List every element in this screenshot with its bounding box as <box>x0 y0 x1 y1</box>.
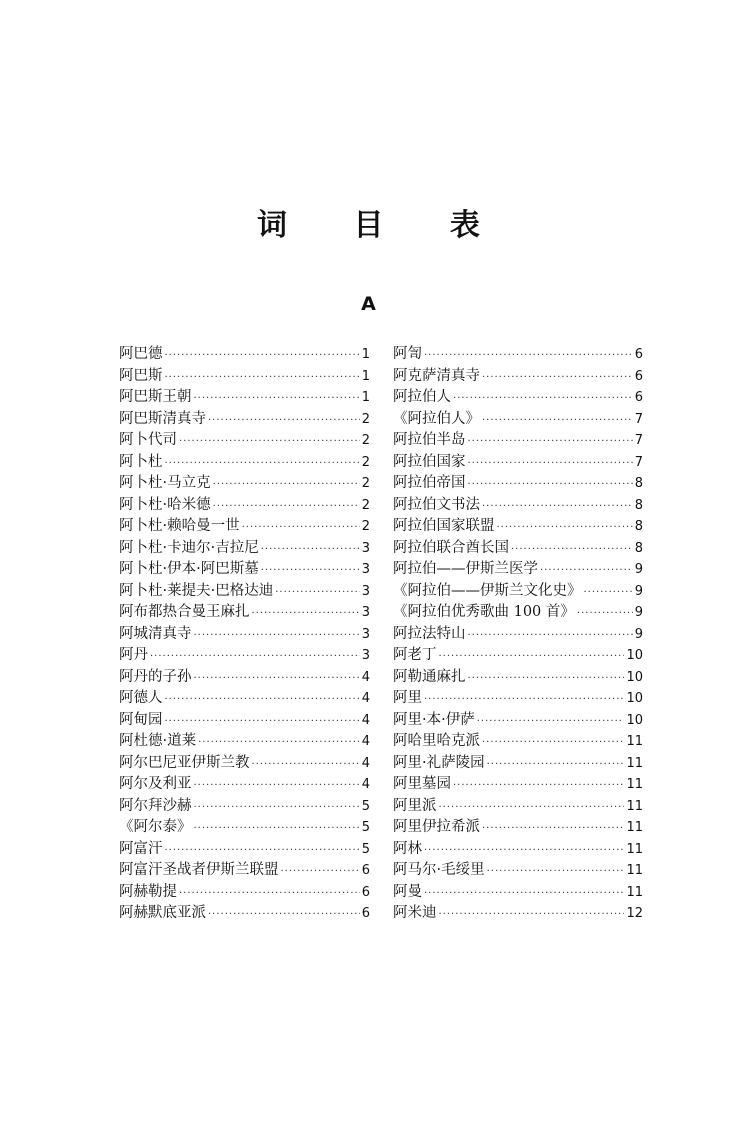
index-entry <box>393 366 643 388</box>
dot-leader <box>179 883 360 905</box>
index-entry <box>393 903 643 925</box>
dot-leader <box>179 431 360 453</box>
dot-leader <box>194 797 360 819</box>
dot-leader <box>468 625 633 647</box>
entry-page-number: 4 <box>361 669 370 685</box>
dot-leader <box>194 668 360 690</box>
entry-term: 阿拉法特山 <box>393 625 466 642</box>
entry-page-number: 3 <box>361 583 370 599</box>
entry-term: 阿里 <box>393 690 422 706</box>
entry-term: 阿卜杜·卡迪尔·吉拉尼 <box>119 539 259 556</box>
index-entry <box>119 667 370 689</box>
entry-page-number: 2 <box>361 433 370 448</box>
dot-leader <box>468 474 633 496</box>
entry-page-number: 11 <box>626 734 643 749</box>
dot-leader <box>424 840 624 862</box>
entry-page-number: 3 <box>361 562 370 577</box>
dot-leader <box>468 668 625 690</box>
dot-leader <box>477 711 625 733</box>
entry-page-number: 11 <box>626 820 643 835</box>
dot-leader <box>584 582 633 604</box>
dot-leader <box>281 861 360 883</box>
dot-leader <box>487 754 625 776</box>
dot-leader <box>194 388 360 410</box>
dot-leader <box>165 840 360 862</box>
entry-page-number: 2 <box>361 411 370 427</box>
entry-term: 阿訇 <box>393 346 422 362</box>
entry-term: 阿里·礼萨陵园 <box>393 754 485 771</box>
index-entry <box>119 344 370 366</box>
entry-term: 阿拉伯国家 <box>393 453 466 470</box>
entry-term: 阿丹的子孙 <box>119 668 192 685</box>
entry-page-number: 11 <box>626 777 643 792</box>
dot-leader <box>165 345 360 367</box>
entry-page-number: 12 <box>626 906 643 921</box>
index-entry <box>393 344 643 366</box>
dot-leader <box>194 818 360 840</box>
entry-term: 阿丹 <box>119 647 148 663</box>
entry-page-number: 5 <box>361 841 370 857</box>
index-entry <box>119 516 370 538</box>
page-title: 词 目 表 <box>257 208 508 243</box>
entry-page-number: 10 <box>626 648 643 663</box>
entry-term: 阿克萨清真寺 <box>393 367 480 384</box>
entry-term: 阿巴斯 <box>119 367 163 384</box>
index-entry <box>119 731 370 753</box>
entry-term: 阿卜代司 <box>119 432 177 448</box>
entry-term: 阿赫勒提 <box>119 883 177 900</box>
entry-page-number: 7 <box>634 454 643 470</box>
entry-page-number: 4 <box>361 712 370 728</box>
dot-leader <box>194 775 360 797</box>
dot-leader <box>439 904 625 926</box>
dot-leader <box>482 732 624 754</box>
entry-page-number: 9 <box>634 605 643 620</box>
dot-leader <box>482 818 624 840</box>
dot-leader <box>511 539 633 561</box>
entry-term: 《阿尔泰》 <box>119 819 192 835</box>
entry-term: 《阿拉伯人》 <box>393 410 480 427</box>
entry-term: 阿里派 <box>393 797 437 814</box>
dot-leader <box>424 689 624 711</box>
entry-page-number: 9 <box>634 626 643 642</box>
index-entry <box>119 839 370 861</box>
index-entry <box>393 817 643 839</box>
index-entry <box>119 688 370 710</box>
entry-page-number: 11 <box>626 798 643 814</box>
entry-page-number: 2 <box>361 497 370 513</box>
entry-page-number: 4 <box>361 691 370 706</box>
entry-page-number: 8 <box>634 519 643 534</box>
entry-page-number: 11 <box>626 884 643 900</box>
entry-term: 阿拉伯帝国 <box>393 475 466 491</box>
entry-page-number: 11 <box>626 841 643 857</box>
index-entry <box>393 452 643 474</box>
entry-page-number: 6 <box>361 884 370 900</box>
entry-term: 阿拉伯联合酋长国 <box>393 539 509 556</box>
dot-leader <box>497 517 633 539</box>
index-entry <box>393 387 643 409</box>
entry-term: 阿老丁 <box>393 647 437 663</box>
index-entry <box>393 645 643 667</box>
dot-leader <box>577 603 633 625</box>
index-entry <box>119 774 370 796</box>
entry-page-number: 6 <box>361 906 370 921</box>
entry-page-number: 3 <box>361 540 370 556</box>
entry-term: 阿米迪 <box>393 905 437 921</box>
dot-leader <box>261 539 360 561</box>
entry-term: 阿勒通麻扎 <box>393 668 466 685</box>
dot-leader <box>453 388 633 410</box>
index-entry <box>393 774 643 796</box>
index-entry <box>393 473 643 495</box>
entry-term: 阿尔巴尼亚伊斯兰教 <box>119 754 250 771</box>
index-entry <box>119 387 370 409</box>
dot-leader <box>439 797 625 819</box>
index-entry <box>119 581 370 603</box>
entry-page-number: 1 <box>361 390 370 405</box>
index-entry <box>119 903 370 925</box>
index-entry <box>393 559 643 581</box>
index-entry <box>119 366 370 388</box>
entry-page-number: 5 <box>361 820 370 835</box>
entry-term: 阿赫默底亚派 <box>119 905 206 921</box>
entry-term: 阿尔拜沙赫 <box>119 797 192 814</box>
dot-leader <box>482 367 633 389</box>
dot-leader <box>213 496 360 518</box>
index-entry <box>393 538 643 560</box>
dot-leader <box>482 496 633 518</box>
entry-term: 阿卜杜·哈米德 <box>119 496 211 513</box>
entry-term: 阿富汗圣战者伊斯兰联盟 <box>119 862 279 878</box>
entry-page-number: 3 <box>361 626 370 642</box>
entry-term: 阿甸园 <box>119 711 163 728</box>
entry-term: 阿里墓园 <box>393 776 451 792</box>
entry-page-number: 1 <box>361 347 370 362</box>
entry-page-number: 11 <box>626 755 643 771</box>
index-entry <box>119 710 370 732</box>
entry-page-number: 8 <box>634 476 643 491</box>
entry-term: 阿拉伯——伊斯兰医学 <box>393 561 538 577</box>
entry-term: 阿卜杜·伊本·阿巴斯墓 <box>119 561 259 577</box>
index-entry <box>393 667 643 689</box>
entry-page-number: 9 <box>634 562 643 577</box>
index-entry <box>393 602 643 624</box>
entry-term: 阿卜杜 <box>119 453 163 470</box>
index-column-right <box>393 344 643 925</box>
entry-page-number: 10 <box>626 691 643 706</box>
index-entry <box>393 516 643 538</box>
entry-term: 阿杜德·道莱 <box>119 733 197 749</box>
dot-leader <box>150 646 360 668</box>
entry-term: 《阿拉伯——伊斯兰文化史》 <box>393 582 582 599</box>
index-entry <box>119 882 370 904</box>
entry-page-number: 6 <box>361 863 370 878</box>
entry-page-number: 4 <box>361 734 370 749</box>
dot-leader <box>213 474 360 496</box>
dot-leader <box>165 367 360 389</box>
entry-page-number: 3 <box>361 648 370 663</box>
dot-leader <box>540 560 633 582</box>
index-entry <box>393 710 643 732</box>
index-entry <box>119 495 370 517</box>
entry-term: 阿哈里哈克派 <box>393 733 480 749</box>
index-entry <box>393 495 643 517</box>
entry-term: 阿城清真寺 <box>119 625 192 642</box>
entry-term: 阿里伊拉希派 <box>393 819 480 835</box>
entry-page-number: 7 <box>634 411 643 427</box>
dot-leader <box>198 732 360 754</box>
index-entry <box>393 753 643 775</box>
dot-leader <box>424 345 633 367</box>
index-entry <box>119 796 370 818</box>
entry-page-number: 6 <box>634 368 643 384</box>
entry-term: 阿拉伯国家联盟 <box>393 518 495 534</box>
entry-page-number: 1 <box>361 368 370 384</box>
dot-leader <box>252 603 360 625</box>
dot-leader <box>208 410 360 432</box>
entry-term: 阿马尔·毛绥里 <box>393 862 485 878</box>
entry-page-number: 11 <box>626 863 643 878</box>
dot-leader <box>468 431 633 453</box>
index-entry <box>119 645 370 667</box>
entry-term: 阿曼 <box>393 883 422 900</box>
entry-page-number: 4 <box>361 755 370 771</box>
entry-page-number: 3 <box>361 605 370 620</box>
index-entry <box>393 860 643 882</box>
index-entry <box>119 473 370 495</box>
entry-term: 阿巴斯王朝 <box>119 389 192 405</box>
index-entry <box>119 624 370 646</box>
entry-page-number: 6 <box>634 347 643 362</box>
entry-page-number: 5 <box>361 798 370 814</box>
index-entry <box>393 882 643 904</box>
dot-leader <box>208 904 360 926</box>
dot-leader <box>487 861 625 883</box>
entry-term: 阿拉伯半岛 <box>393 432 466 448</box>
index-entry <box>119 409 370 431</box>
index-entry <box>393 839 643 861</box>
dot-leader <box>453 775 624 797</box>
index-entry <box>393 731 643 753</box>
entry-term: 阿德人 <box>119 690 163 706</box>
entry-page-number: 2 <box>361 476 370 491</box>
index-entry <box>119 538 370 560</box>
entry-term: 阿卜杜·赖哈曼一世 <box>119 518 240 534</box>
index-entry <box>119 559 370 581</box>
entry-term: 阿林 <box>393 840 422 857</box>
dot-leader <box>165 689 360 711</box>
index-entry <box>393 409 643 431</box>
dot-leader <box>482 410 633 432</box>
entry-term: 阿尔及利亚 <box>119 776 192 792</box>
entry-term: 阿卜杜·莱提夫·巴格达迪 <box>119 582 274 599</box>
entry-term: 阿巴德 <box>119 346 163 362</box>
entry-page-number: 8 <box>634 540 643 556</box>
entry-page-number: 8 <box>634 497 643 513</box>
entry-page-number: 2 <box>361 454 370 470</box>
index-entry <box>393 796 643 818</box>
index-entry <box>393 430 643 452</box>
dot-leader <box>242 517 360 539</box>
dot-leader <box>194 625 360 647</box>
index-entry <box>119 817 370 839</box>
section-letter: A <box>361 293 376 315</box>
entry-term: 《阿拉伯优秀歌曲 100 首》 <box>393 604 575 620</box>
dot-leader <box>439 646 625 668</box>
entry-page-number: 4 <box>361 777 370 792</box>
dot-leader <box>275 582 360 604</box>
dot-leader <box>424 883 624 905</box>
index-entry <box>119 602 370 624</box>
entry-page-number: 2 <box>361 519 370 534</box>
entry-page-number: 10 <box>626 712 643 728</box>
index-entry <box>119 430 370 452</box>
entry-term: 阿里·本·伊萨 <box>393 711 475 728</box>
entry-page-number: 7 <box>634 433 643 448</box>
entry-term: 阿拉伯文书法 <box>393 496 480 513</box>
entry-term: 阿卜杜·马立克 <box>119 475 211 491</box>
index-entry <box>119 753 370 775</box>
index-entry <box>119 860 370 882</box>
entry-term: 阿布都热合曼王麻扎 <box>119 604 250 620</box>
dot-leader <box>468 453 633 475</box>
entry-page-number: 9 <box>634 583 643 599</box>
index-entry <box>393 624 643 646</box>
dot-leader <box>261 560 360 582</box>
index-entry <box>393 688 643 710</box>
entry-term: 阿巴斯清真寺 <box>119 410 206 427</box>
index-entry <box>119 452 370 474</box>
index-entry <box>393 581 643 603</box>
dot-leader <box>165 453 360 475</box>
dot-leader <box>252 754 360 776</box>
entry-page-number: 6 <box>634 390 643 405</box>
entry-term: 阿拉伯人 <box>393 389 451 405</box>
entry-term: 阿富汗 <box>119 840 163 857</box>
entry-page-number: 10 <box>626 669 643 685</box>
dot-leader <box>165 711 360 733</box>
index-column-left <box>119 344 370 925</box>
